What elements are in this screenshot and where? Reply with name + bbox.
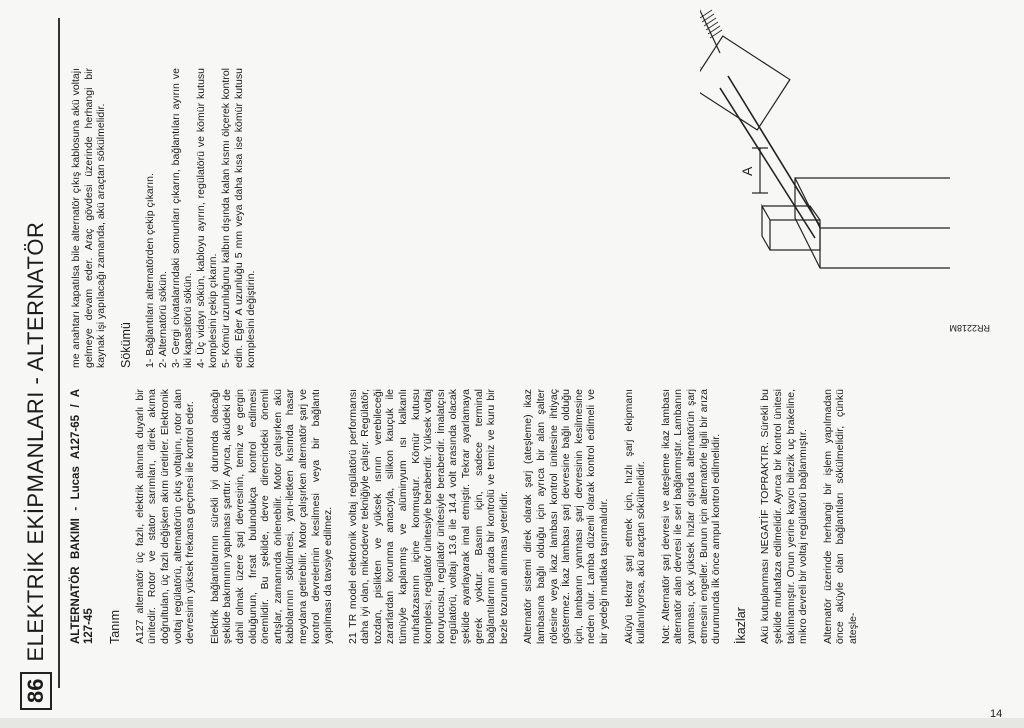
page-footer-number: 14 [990, 708, 1003, 720]
left-column [70, 389, 871, 644]
page-header [16, 10, 56, 710]
paragraph: Alternatör sistemi direk olarak şarj (ateşleme) ikaz lambasına bağlı olduğu için ayrıca bir alan şalter rölesine veya ikaz lambası kontrol ünitesine ihtiyaç göstermez. İkaz lambası şarj devresine bağlı olduğu için, lambanın yanması şarj devresinin kesilmesine neden olur. Lamba düzenli olarak kontrol edilmeli ve bir yedeği mutlaka taşınmalıdır. [522, 389, 610, 644]
binding-edge [0, 718, 1024, 728]
step-item: 2- Alternatörü sökün. [156, 271, 169, 368]
paragraph: Alternatör üzerinde herhangi bir işlem yapılmadan önce aküyle olan bağlantıları sökülmelidir, çünkü ateşle- [821, 389, 859, 644]
brush-measurement-illustration [700, 0, 960, 288]
right-column [70, 68, 258, 368]
paragraph: Elektrik bağlantılarının sürekli iyi durumda olacağı şekilde bakımının yapılması şarttır. Ayrıca, aküdeki de dahil olmak üzere şarj devresinin, temiz ve gergin olduğunun, fırsat bulundukça kontrol edilmesi önemlidir. Bu şekilde, devre direncindeki önemli artışlar, zamanında önlenebilir. Motor çalışırken akü kablolarının sökülmesi, yarı-iletken kısımda hasar meydana getirebilir. Motor çalışırken alternatör şarj ve kontrol devrelerinin kesilmesi veya bir bağlantı yapılması da tavsiye edilmez. [208, 389, 335, 644]
paragraph: A127 alternatör üç fazlı, elektrik alanına duyarlı bir ünitedir. Rotor ve stator sarımları, direk akıma doğrultulan, üç fazlı değişken akım üretirler. Elektronik voltaj regülatörü, alternatörün çıkış voltajını, rotor alan devresinin yüksek frekansa geçmesi ile kontrol eder. [133, 389, 197, 644]
subheading-ikazlar: İkazlar [733, 607, 748, 644]
paragraph: me anahtarı kapatılsa bile alternatör çıkış kablosuna akü voltajı gelmeye devam eder. Araç gövdesi üzerinde herhangi bir kaynak işi yapılacağı zamanda, akü araçtan sökülmelidir. [70, 68, 108, 368]
note-paragraph: Not: Alternatör şarj devresi ve ateşleme ikaz lambası alternatör alan devresi ile seri bağlanmıştır. Lambanın yanması, çok yüksek hızlar dışında alternatörün şarj etmesini engeller. Bunun için alternatörle ilgili bir arıza durumunda ilk önce ampul kontrol edilmelidir. [659, 389, 723, 644]
caliper-body [700, 36, 790, 130]
step-item: 4- Üç vidayı sökün, kabloyu ayırın, regülatörü ve kömür kutusu komplesini çekip çıkarın. [194, 68, 220, 368]
header-rule [58, 18, 60, 688]
paragraph: 21 TR model elektronik voltaj regülatörü performansı daha iyi olan, mikrodevre tekniğiyle çalışır. Regülatör, tozdan, pislikten ve yüksek ısının verebileceği zararlardan korunma amacıyla, silikon kauçuk ile tümüyle kaplanmış ve alüminyum ısı kalkanlı muhafazasının içine konmuştur. Kömür kutusu komplesi, regülatör ünitesiyle beraberdir. Yüksek voltaj koruyucusu, regülatör ünitesiyle beraberdir. İmalatçısı regülatörü, voltajı 13.6 ile 14.4 volt arasında olacak şekilde ayarlayarak imal etmiştir. Tekrar ayarlamaya gerek yoktur. Basım için, sadece terminal bağlantılarının arada bir kontrolü ve temiz ve kuru bir bezle tozunun alınması yeterlidir. [346, 389, 510, 644]
paragraph: Aküyü tekrar şarj etmek için, hızlı şarj ekipmanı kullanılıyorsa, akü araçtan sökülmelidir. [622, 389, 648, 644]
step-item: 3- Gergi civatalarındaki somunları çıkarın, bağlantıları ayırın ve iki kapasitörü sökün. [169, 68, 195, 368]
step-item: 1- Bağlantıları alternatörden çekip çıkarın. [144, 173, 157, 368]
article-heading: ALTERNATÖR BAKIMI - Lucas A127-65 / A 127-45 [70, 389, 95, 644]
subheading-sokum: Sökümü [118, 322, 133, 368]
dimension-label: A [739, 166, 755, 176]
section-title: ELEKTRİK EKİPMANLARI - ALTERNATÖR [23, 221, 48, 662]
step-item: 5- Kömür uzunluğunu kalbın dışında kalan kısmı ölçerek kontrol edin. Eğer A uzunluğu 5 mm veya daha kısa ise kömür kutusu komplesini değiştirin. [219, 68, 258, 368]
paragraph: Akü kutuplanması NEGATİF TOPRAKTIR. Sürekli bu şekilde muhafaza edilmelidir. Ayrıca bir kontrol ünitesi takılmamıştır. Onun yerine kayıcı bilezik uç brakeline, mikro devreli bir voltaj regülatörü bağlanmıştır. [759, 389, 810, 644]
figure-code: RR2218M [949, 323, 990, 333]
page-number-box: 86 [20, 672, 52, 710]
subheading-tanim: Tanım [108, 609, 123, 644]
